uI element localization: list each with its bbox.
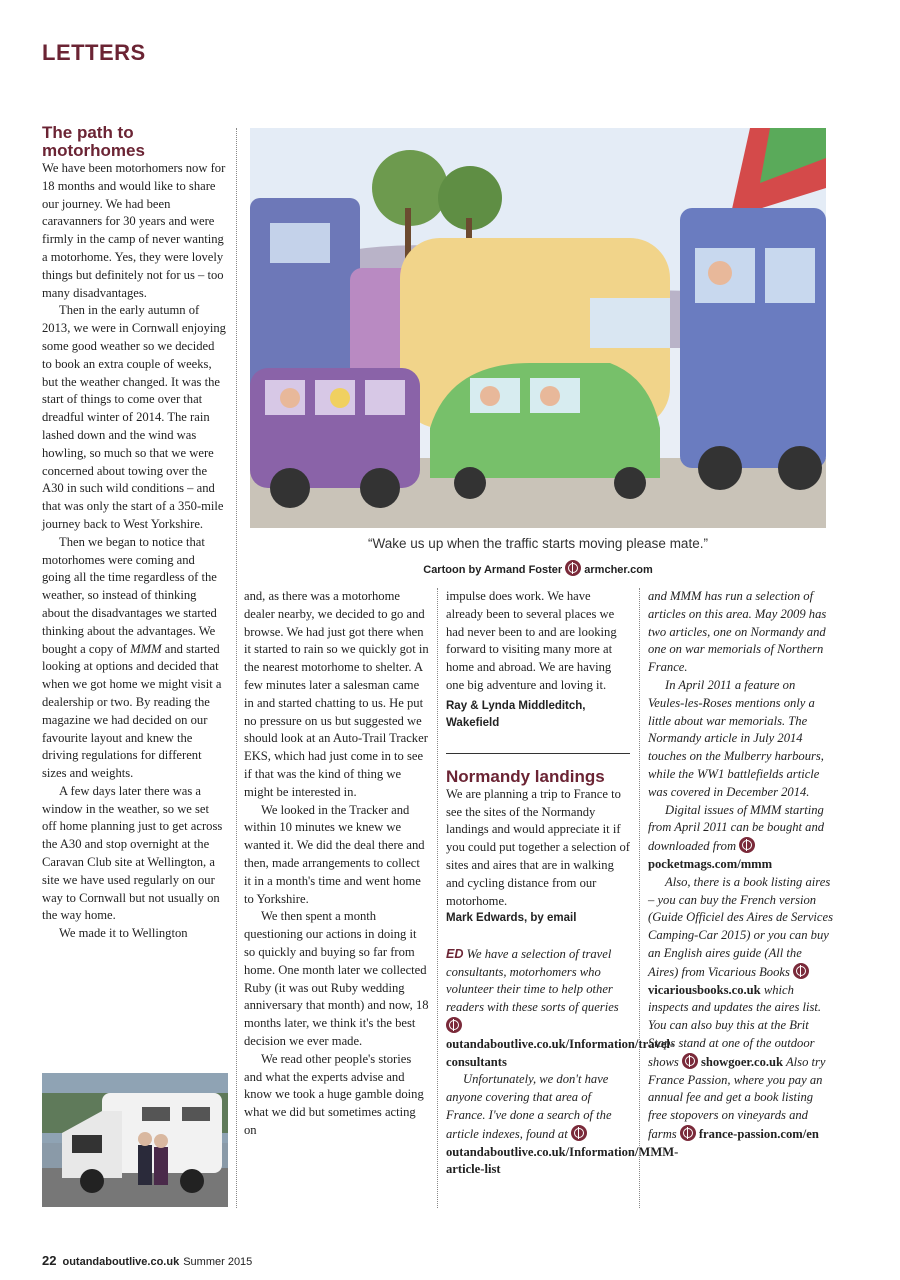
editor-reply [446, 1071, 679, 1179]
paragraph: Then in the early autumn of 2013, we were in Cornwall enjoying some good weather so we decided to book an extra couple of weeks, but the weather changed. It was the start of things to come over that dreadful winter of 2014. The rain lashed down and the wind was howling, so much so that we were concerned about towing over the A30 in such wild conditions – and that was only the start of a 350-mile journey back to West Yorkshire. [42, 303, 226, 531]
paragraph: In April 2011 a feature on Veules-les-Roses mentions only a little about war memorials. The Normandy article in July 2014 touches on the Mulberry harbours, while the WW1 battlefields article was covered in December 2014. [648, 677, 824, 799]
page-footer [42, 1253, 252, 1268]
paragraph: We made it to Wellington [59, 926, 188, 941]
footer-site: outandaboutlive.co.uk [62, 1256, 180, 1268]
letter-heading: Normandy landings [446, 766, 605, 786]
paragraph-text: Also, there is a book listing aires – you can buy the French version (Guide Officiel des Aires de Services Camping-Car 2015) or you can buy an English aires guide (All the Aires) from Vicarious Books [648, 874, 834, 979]
signature: Ray & Lynda Middleditch, Wakefield [446, 699, 586, 730]
paragraph-text: Digital issues of MMM starting from April 2011 can be bought and downloaded from [648, 802, 825, 854]
paragraph: We then spent a month questioning our actions in doing it so quickly and buying so far from home. One month later we collected Ruby (it was out Ruby wedding anniversary that month) and now, 18 months later, we think it's the best decision we ever made. [244, 909, 429, 1048]
column-3 [446, 588, 679, 1179]
reply-text: We have a selection of travel consultants, motorhomers who volunteer their time to help other readers with these sorts of queries [446, 946, 619, 1015]
paragraph: and, as there was a motorhome dealer nearby, we decided to go and browse. We had just got there when it started to rain so we quickly got in the nearest motorhome to shelter. A few minutes later a salesman came in and started chatting to us. He put no pressure on us but suggested we should look at an Auto-Trail Tracker EKS, which had just come in to see if that was the kind of thing we might be interested in. [244, 589, 429, 799]
paragraph [648, 874, 834, 1144]
credit-label: Cartoon by Armand Foster [423, 564, 563, 576]
link-url[interactable]: outandaboutlive.co.uk/Information/travel-consultants [446, 1036, 675, 1069]
paragraph: We read other people's stories and what the experts advise and know we took a huge gamble doing what we did but sometimes acting on [244, 1051, 424, 1137]
cartoon-credit [250, 560, 826, 576]
motorhome-photo [42, 1073, 228, 1207]
paragraph-text: Then we began to notice that motorhomes were coming and going all the time regardless of the weather, so instead of thinking about the disadvantages we started thinking about the advantages. We bought a copy of [42, 534, 217, 656]
link-url[interactable]: outandaboutlive.co.uk/Information/MMM-article-list [446, 1144, 679, 1177]
paragraph-text: Also try France Passion, where you pay an annual fee and get a book listing free stopovers on vineyards and farms [648, 1054, 826, 1141]
paragraph: and MMM has run a selection of articles on this area. May 2009 has two articles, one on Normandy and one on war memorials of Northern France. [648, 589, 827, 675]
cartoon-illustration [250, 128, 826, 528]
paragraph-text: which inspects and updates the aires list. You can also buy this at the Brit Stops stand at one of the outdoor shows [648, 982, 822, 1069]
magazine-name: MMM [130, 641, 162, 656]
column-1 [42, 124, 226, 943]
page-number: 22 [42, 1253, 57, 1268]
globe-icon [680, 1125, 696, 1141]
credit-url: armcher.com [584, 564, 653, 576]
link-url[interactable]: vicariousbooks.co.uk [648, 982, 761, 997]
paragraph: We looked in the Tracker and within 10 minutes we knew we wanted it. We did the deal there and then, made arrangements to collect it in a month's time and went home to Yorkshire. [244, 802, 425, 906]
paragraph [42, 534, 226, 783]
letter-heading: The path to motorhomes [42, 123, 145, 160]
paragraph: We have been motorhomers now for 18 months and would like to share our journey. We had been caravanners for 30 years and were firmly in the camp of never wanting a motorhome. Yes, they were lovely things but definitely not for us – too many disadvantages. [42, 161, 226, 300]
footer-issue: Summer 2015 [183, 1256, 253, 1268]
column-divider [437, 588, 438, 1208]
paragraph-text: and started looking at options and decided that when we got home we might visit a dealership or two. By reading the magazine we had decided on our favourite layout and knew the driving regulations for different sizes and weights. [42, 641, 222, 781]
globe-icon [446, 1017, 462, 1033]
column-4 [648, 588, 834, 1144]
motorhome-photo-image [42, 1073, 228, 1207]
letter-separator [446, 753, 630, 754]
paragraph: We are planning a trip to France to see the sites of the Normandy landings and would appreciate it if you could put together a selection of sites and aires that are in walking and cycling distance from our motorhome. [446, 786, 630, 908]
link-url[interactable]: france-passion.com/en [698, 1126, 819, 1141]
editor-label: ED [446, 946, 464, 961]
cartoon-image [250, 128, 826, 528]
column-divider [236, 128, 237, 1208]
globe-icon [793, 963, 809, 979]
signature: Mark Edwards, by email [446, 912, 577, 925]
globe-icon [682, 1053, 698, 1069]
paragraph: impulse does work. We have already been to several places we had never been to and are looking forward to visiting many more at home and abroad. We are having one big adventure and loving it. [446, 589, 617, 692]
section-title: LETTERS [42, 40, 146, 65]
globe-icon [571, 1125, 587, 1141]
link-url[interactable]: pocketmags.com/mmm [648, 856, 773, 871]
reply-text: Unfortunately, we don't have anyone covering that area of France. I've done a search of the article indexes, found at [446, 1072, 612, 1141]
column-2 [244, 588, 430, 1140]
paragraph: A few days later there was a window in the weather, so we set off home planning just to get across the A30 and stop overnight at the Caravan Club site at Wellington, a site we have used regularly on our way to Cornwall but not usually on the way home. [42, 783, 223, 923]
globe-icon [739, 837, 755, 853]
link-url[interactable]: showgoer.co.uk [700, 1054, 784, 1069]
column-divider [639, 588, 640, 1208]
paragraph [648, 802, 834, 874]
editor-reply [446, 946, 675, 1072]
globe-icon [565, 560, 581, 576]
cartoon-caption: “Wake us up when the traffic starts moving please mate.” [368, 536, 708, 551]
